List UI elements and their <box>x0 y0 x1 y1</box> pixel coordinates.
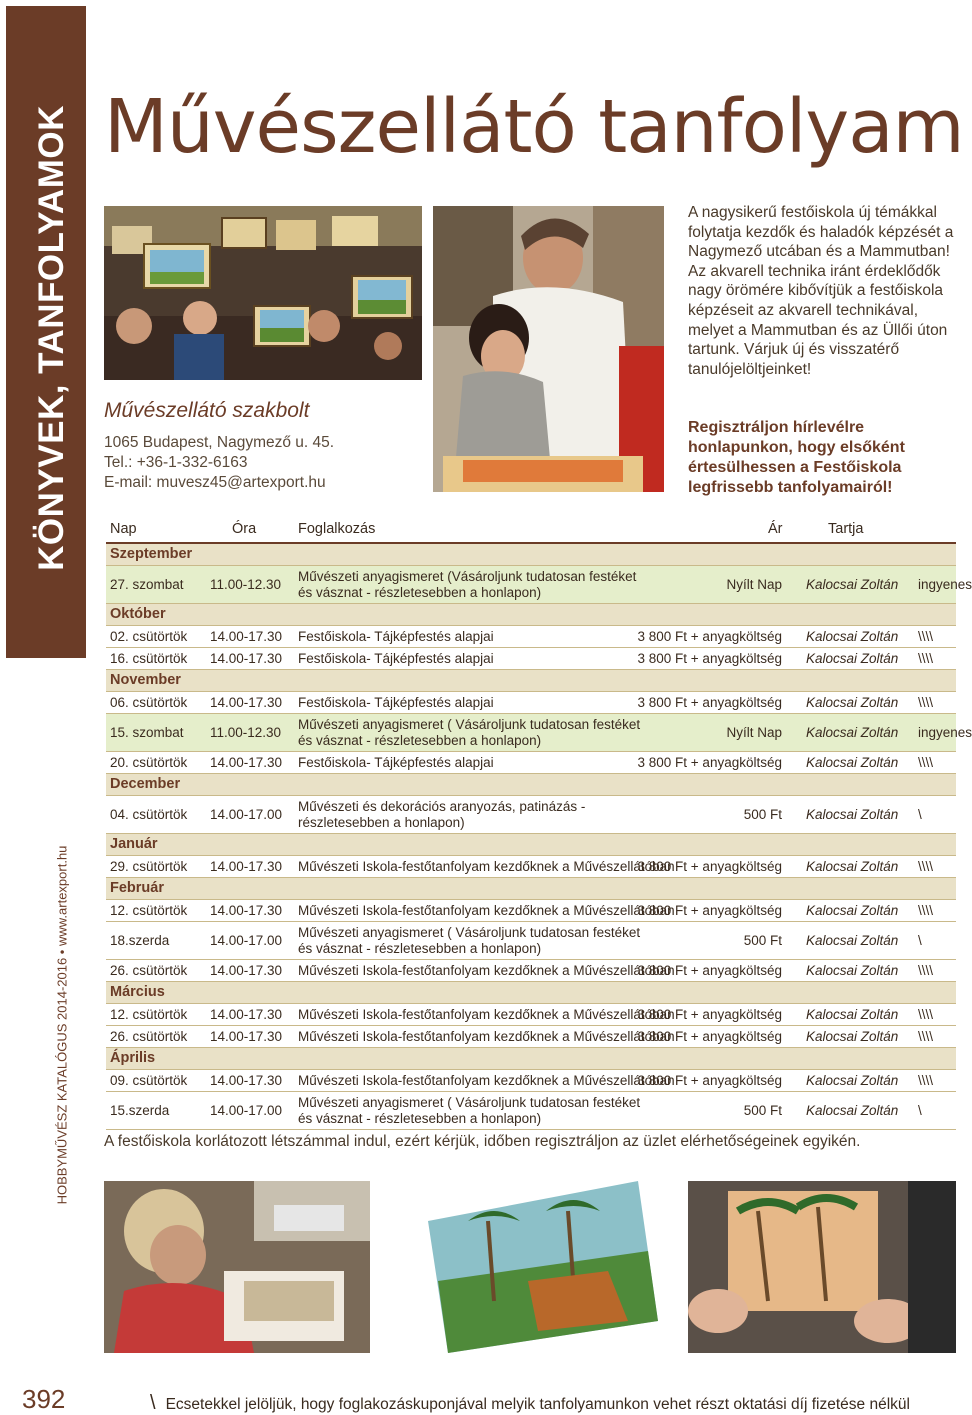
row-brush-marks: \\\\ <box>918 1073 934 1088</box>
row-price: 3 800 Ft + anyagköltség <box>637 695 782 710</box>
row-time: 14.00-17.30 <box>210 1029 283 1044</box>
section-title: KÖNYVEK, TANFOLYAMOK <box>32 105 71 571</box>
row-price: 3 800 Ft + anyagköltség <box>637 1073 782 1088</box>
header-time: Óra <box>232 521 257 537</box>
row-day: 12. csütörtök <box>110 903 188 918</box>
row-day: 12. csütörtök <box>110 1007 188 1022</box>
row-day: 15.szerda <box>110 1103 170 1118</box>
schedule-row <box>106 1004 956 1026</box>
row-price: 500 Ft <box>743 807 782 822</box>
row-brush-marks: \\\\ <box>918 1007 934 1022</box>
row-price: 3 800 Ft + anyagköltség <box>637 963 782 978</box>
row-activity <box>298 717 640 749</box>
row-time: 14.00-17.30 <box>210 695 283 710</box>
row-day: 09. csütörtök <box>110 1073 188 1088</box>
header-activity: Foglalkozás <box>298 521 376 537</box>
schedule-row <box>106 714 972 752</box>
row-price: 500 Ft <box>743 933 782 948</box>
row-activity-line: Festőiskola- Tájképfestés alapjai <box>298 755 494 770</box>
photo-palm-painting <box>428 1181 658 1353</box>
schedule-row <box>106 856 956 878</box>
row-activity-line: Művészeti anyagismeret ( Vásároljunk tudatosan festéket <box>298 925 641 940</box>
row-activity-line: Művészeti és dekorációs aranyozás, patinázás - <box>298 799 586 814</box>
row-time: 14.00-17.30 <box>210 755 283 770</box>
row-activity-line: és vásznat - részletesebben a honlapon) <box>298 733 542 748</box>
row-brush-marks: \\\\ <box>918 1029 934 1044</box>
row-activity-line: Művészeti anyagismeret ( Vásároljunk tudatosan festéket <box>298 1095 641 1110</box>
row-brush-marks: \ <box>918 807 922 822</box>
row-day: 29. csütörtök <box>110 859 188 874</box>
row-time: 14.00-17.30 <box>210 1007 283 1022</box>
row-activity <box>298 569 636 601</box>
schedule-row <box>106 960 956 982</box>
row-price: 3 800 Ft + anyagköltség <box>637 1029 782 1044</box>
row-activity-line: részletesebben a honlapon) <box>298 815 465 830</box>
row-brush-marks: ingyenes <box>918 577 972 592</box>
header-teacher: Tartja <box>828 521 864 537</box>
sidebar-band <box>6 6 86 658</box>
row-day: 15. szombat <box>110 725 184 740</box>
row-day: 16. csütörtök <box>110 651 188 666</box>
schedule-row <box>106 752 956 774</box>
month-heading: November <box>106 670 956 692</box>
photo-hands-painting <box>688 1181 956 1353</box>
row-brush-marks: ingyenes <box>918 725 972 740</box>
row-activity-line: Művészeti Iskola-festőtanfolyam kezdőknek a Művészellátóban <box>298 963 675 978</box>
row-activity <box>298 963 675 979</box>
row-activity-line: Művészeti Iskola-festőtanfolyam kezdőknek a Művészellátóban <box>298 1073 675 1088</box>
row-brush-marks: \ <box>918 1103 922 1118</box>
row-activity-line: Művészeti anyagismeret (Vásároljunk tudatosan festéket <box>298 569 637 584</box>
month-heading: Október <box>106 604 956 626</box>
row-price: 3 800 Ft + anyagköltség <box>637 629 782 644</box>
row-teacher: Kalocsai Zoltán <box>806 859 899 874</box>
row-day: 20. csütörtök <box>110 755 188 770</box>
row-day: 18.szerda <box>110 933 170 948</box>
schedule-row <box>106 922 956 960</box>
row-teacher: Kalocsai Zoltán <box>806 651 899 666</box>
schedule-row <box>106 626 956 648</box>
month-heading: Március <box>106 982 956 1004</box>
shop-address: 1065 Budapest, Nagymező u. 45. <box>104 434 335 451</box>
row-day: 26. csütörtök <box>110 963 188 978</box>
intro-text <box>688 203 958 379</box>
page-number: 392 <box>22 1384 66 1414</box>
month-heading: Szeptember <box>106 544 956 566</box>
row-teacher: Kalocsai Zoltán <box>806 755 899 770</box>
row-activity-line: és vásznat - részletesebben a honlapon) <box>298 585 542 600</box>
row-price: 3 800 Ft + anyagköltség <box>637 903 782 918</box>
row-brush-marks: \\\\ <box>918 755 934 770</box>
page-title: Művészellátó tanfolyam <box>104 84 964 170</box>
row-price: 3 800 Ft + anyagköltség <box>637 1007 782 1022</box>
row-activity-line: Művészeti Iskola-festőtanfolyam kezdőknek a Művészellátóban <box>298 903 675 918</box>
row-teacher: Kalocsai Zoltán <box>806 807 899 822</box>
course-schedule-table <box>106 514 972 1130</box>
row-activity <box>298 903 675 919</box>
row-time: 11.00-12.30 <box>210 577 282 592</box>
footer-legend-text: Ecsetekkel jelöljük, hogy foglakozáskuponjával melyik tanfolyamunkon vehet részt oktatási díj fizetése nélkül <box>165 1396 910 1413</box>
row-day: 02. csütörtök <box>110 629 188 644</box>
registration-note: A festőiskola korlátozott létszámmal indul, ezért kérjük, időben regisztráljon az üzlet elérhetőségeinek egyikén. <box>104 1133 861 1150</box>
row-day: 04. csütörtök <box>110 807 188 822</box>
shop-email: E-mail: muvesz45@artexport.hu <box>104 474 326 491</box>
row-activity <box>298 1073 675 1089</box>
row-activity-line: Művészeti Iskola-festőtanfolyam kezdőknek a Művészellátóban <box>298 859 675 874</box>
row-activity <box>298 1095 640 1127</box>
row-activity <box>298 695 494 711</box>
row-activity <box>298 1007 675 1023</box>
header-day: Nap <box>110 521 137 537</box>
schedule-row <box>106 1092 956 1130</box>
row-time: 11.00-12.30 <box>210 725 282 740</box>
row-day: 06. csütörtök <box>110 695 188 710</box>
row-teacher: Kalocsai Zoltán <box>806 903 899 918</box>
row-activity <box>298 799 585 831</box>
row-time: 14.00-17.00 <box>210 933 283 948</box>
photo-teacher-and-student <box>433 206 664 492</box>
row-activity-line: Művészeti anyagismeret ( Vásároljunk tudatosan festéket <box>298 717 641 732</box>
row-price: 3 800 Ft + anyagköltség <box>637 859 782 874</box>
month-heading: Február <box>106 878 956 900</box>
row-time: 14.00-17.30 <box>210 903 283 918</box>
schedule-row <box>106 692 956 714</box>
row-time: 14.00-17.30 <box>210 963 283 978</box>
row-activity-line: Festőiskola- Tájképfestés alapjai <box>298 651 494 666</box>
row-price: Nyílt Nap <box>726 725 782 740</box>
row-time: 14.00-17.30 <box>210 651 283 666</box>
row-activity <box>298 1029 675 1045</box>
row-teacher: Kalocsai Zoltán <box>806 725 899 740</box>
schedule-row <box>106 566 972 604</box>
row-activity-line: Művészeti Iskola-festőtanfolyam kezdőknek a Művészellátóban <box>298 1007 675 1022</box>
schedule-row <box>106 796 956 834</box>
schedule-row <box>106 1070 956 1092</box>
schedule-row <box>106 900 956 922</box>
month-heading: December <box>106 774 956 796</box>
row-activity <box>298 859 675 875</box>
row-activity-line: Festőiskola- Tájképfestés alapjai <box>298 629 494 644</box>
row-teacher: Kalocsai Zoltán <box>806 629 899 644</box>
photo-students-with-paintings <box>104 206 422 380</box>
month-heading: Január <box>106 834 956 856</box>
row-activity-line: Művészeti Iskola-festőtanfolyam kezdőknek a Művészellátóban <box>298 1029 675 1044</box>
row-time: 14.00-17.30 <box>210 1073 283 1088</box>
footer-legend <box>150 1392 910 1415</box>
row-brush-marks: \\\\ <box>918 629 934 644</box>
newsletter-callout: Regisztráljon hírlevélre honlapunkon, hogy elsőként értesülhessen a Festőiskola legfrissebb tanfolyamairól! <box>688 419 905 496</box>
row-teacher: Kalocsai Zoltán <box>806 1029 899 1044</box>
row-time: 14.00-17.00 <box>210 807 283 822</box>
row-time: 14.00-17.30 <box>210 859 283 874</box>
row-brush-marks: \ <box>918 933 922 948</box>
header-price: Ár <box>768 521 783 537</box>
schedule-header-row <box>106 514 956 544</box>
row-time: 14.00-17.00 <box>210 1103 283 1118</box>
row-teacher: Kalocsai Zoltán <box>806 933 899 948</box>
row-activity <box>298 651 494 667</box>
photo-painting-session <box>104 1181 370 1353</box>
schedule-row <box>106 1026 956 1048</box>
schedule-row <box>106 648 956 670</box>
row-activity-line: és vásznat - részletesebben a honlapon) <box>298 941 542 956</box>
intro-paragraph-2: Az akvarell technika iránt érdeklődők nagy örömére kibővítjük a festőiskola képzéseit az akvarell technikával, melyet a Mammutban és az Üllői úton tartunk. Várjuk új és visszatérő tanulójelöltjeinket! <box>688 262 948 378</box>
brush-mark-icon: \ <box>150 1392 156 1414</box>
month-heading: Április <box>106 1048 956 1070</box>
row-teacher: Kalocsai Zoltán <box>806 963 899 978</box>
row-teacher: Kalocsai Zoltán <box>806 577 899 592</box>
shop-phone: Tel.: +36-1-332-6163 <box>104 454 248 471</box>
catalog-credit: HOBBYMŰVÉSZ KATALÓGUS 2014-2016 • www.artexport.hu <box>54 845 70 1205</box>
row-brush-marks: \\\\ <box>918 903 934 918</box>
row-activity <box>298 629 494 645</box>
intro-paragraph-1: A nagysikerű festőiskola új témákkal folytatja kezdők és haladók képzését a Nagymező utcában és a Mammutban! <box>688 204 954 261</box>
shop-name: Művészellátó szakbolt <box>104 399 310 422</box>
row-teacher: Kalocsai Zoltán <box>806 1007 899 1022</box>
row-day: 26. csütörtök <box>110 1029 188 1044</box>
row-teacher: Kalocsai Zoltán <box>806 1103 899 1118</box>
row-teacher: Kalocsai Zoltán <box>806 695 899 710</box>
row-price: 500 Ft <box>743 1103 782 1118</box>
row-brush-marks: \\\\ <box>918 859 934 874</box>
row-time: 14.00-17.30 <box>210 629 283 644</box>
row-brush-marks: \\\\ <box>918 695 934 710</box>
row-teacher: Kalocsai Zoltán <box>806 1073 899 1088</box>
row-brush-marks: \\\\ <box>918 963 934 978</box>
row-brush-marks: \\\\ <box>918 651 934 666</box>
row-activity-line: Festőiskola- Tájképfestés alapjai <box>298 695 494 710</box>
row-day: 27. szombat <box>110 577 184 592</box>
row-price: 3 800 Ft + anyagköltség <box>637 651 782 666</box>
row-activity <box>298 925 640 957</box>
row-price: Nyílt Nap <box>726 577 782 592</box>
row-activity-line: és vásznat - részletesebben a honlapon) <box>298 1111 542 1126</box>
row-activity <box>298 755 494 771</box>
row-price: 3 800 Ft + anyagköltség <box>637 755 782 770</box>
